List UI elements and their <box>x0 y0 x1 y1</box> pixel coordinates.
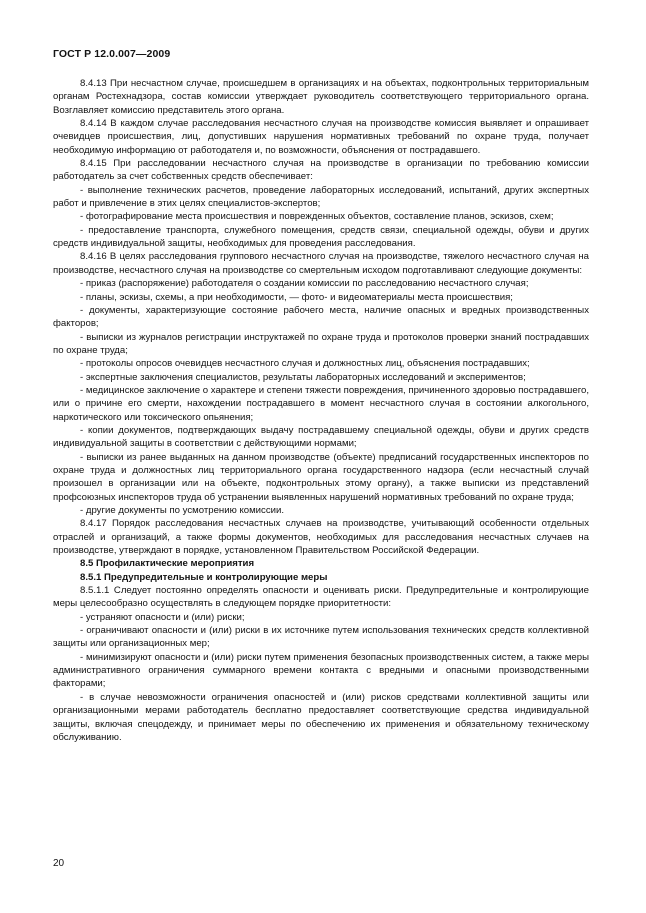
list-item: - документы, характеризующие состояние рабочего места, наличие опасных и вредных производственных факторов; <box>53 304 589 330</box>
list-item: - выписки из ранее выданных на данном производстве (объекте) предписаний государственных инспекторов по охране труда и должностных лиц территориального органа государственного надзора (если несчастный случай произошел в организации или на объекте, подконтрольных этому органу), а также выписки из представлений профсоюзных инспекторов труда об устранении выявленных нарушений нормативных требований по охране труда; <box>53 451 589 503</box>
list-item: - копии документов, подтверждающих выдачу пострадавшему специальной одежды, обуви и других средств индивидуальной защиты в соответствии с действующими нормами; <box>53 424 589 450</box>
list-item: - протоколы опросов очевидцев несчастного случая и должностных лиц, объяснения пострадавших; <box>80 358 530 370</box>
list-item: - предоставление транспорта, служебного помещения, средств связи, специальной одежды, обуви и других средств индивидуальной защиты, необходимых для проведения расследования. <box>53 224 589 250</box>
paragraph-8-4-13: 8.4.13 При несчастном случае, происшедшем в организациях и на объектах, подконтрольных территориальным органам Ростехнадзора, состав комиссии утверждает руководитель соответствующего территориального органа. Возглавляет комиссию представитель этого органа. <box>53 78 589 116</box>
list-item: - фотографирование места происшествия и поврежденных объектов, составление планов, эскизов, схем; <box>80 211 554 223</box>
list-item: - минимизируют опасности и (или) риски путем применения безопасных производственных систем, а также меры административного ограничения суммарного времени контакта с вредными и опасными производственными факторами; <box>53 651 589 690</box>
section-heading-8-5-1: 8.5.1 Предупредительные и контролирующие меры <box>80 571 328 583</box>
list-item: - медицинское заключение о характере и степени тяжести повреждения, причиненного здоровью пострадавшего, или о причине его смерти, нахождении пострадавшего в момент несчастного случая в состоянии алкогольного, наркотического или токсического опьянения; <box>53 384 589 423</box>
list-item: - ограничивают опасности и (или) риски в их источнике путем использования технических средств коллективной защиты или организационных мер; <box>53 625 589 650</box>
paragraph-8-4-15: 8.4.15 При расследовании несчастного случая на производстве в организации по требованию комиссии работодатель за счет собственных средств обеспечивает: <box>53 158 589 183</box>
list-item: - в случае невозможности ограничения опасностей и (или) рисков средствами коллективной защиты или организационными мерами работодатель бесплатно предоставляет соответствующие средства индивидуальной защиты, включая спецодежду, и принимает меры по обеспечению их применения и обязательному техническому обслуживанию. <box>53 691 589 743</box>
paragraph-8-4-17: 8.4.17 Порядок расследования несчастных случаев на производстве, учитывающий особенности отдельных отраслей и организаций, а также формы документов, необходимых для расследования несчастных случаев на производстве, утверждают в порядке, установленном Правительством Российской Федерации. <box>53 518 589 557</box>
paragraph-8-4-14: 8.4.14 В каждом случае расследования несчастного случая на производстве комиссия выявляет и опрашивает очевидцев происшествия, лиц, допустивших нарушения нормативных требований по охране труда, получает необходимую информацию от работодателя и, по возможности, объяснения от пострадавшего. <box>53 118 589 156</box>
list-item: - выписки из журналов регистрации инструктажей по охране труда и протоколов проверки знаний пострадавших по охране труда; <box>53 331 589 356</box>
list-item: - экспертные заключения специалистов, результаты лабораторных исследований и экспериментов; <box>80 371 526 383</box>
document-body <box>53 77 589 744</box>
list-item: - устраняют опасности и (или) риски; <box>80 611 245 623</box>
section-heading-8-5: 8.5 Профилактические мероприятия <box>80 558 255 570</box>
list-item: - приказ (распоряжение) работодателя о создании комиссии по расследованию несчастного случая; <box>80 278 529 290</box>
paragraph-8-4-16: 8.4.16 В целях расследования группового несчастного случая на производстве, тяжелого несчастного случая на производстве, несчастного случая на производстве со смертельным исходом подготавливают следующие документы: <box>53 251 589 276</box>
list-item: - другие документы по усмотрению комиссии. <box>80 505 285 516</box>
paragraph-8-5-1-1: 8.5.1.1 Следует постоянно определять опасности и оценивать риски. Предупредительные и контролирующие меры целесообразно осуществлять в следующем порядке приоритетности: <box>53 585 589 610</box>
document-header: ГОСТ Р 12.0.007—2009 <box>53 48 171 60</box>
page-number: 20 <box>53 858 65 869</box>
list-item: - выполнение технических расчетов, проведение лабораторных исследований, испытаний, других экспертных работ и привлечение в этих целях специалистов-экспертов; <box>53 184 589 210</box>
list-item: - планы, эскизы, схемы, а при необходимости, — фото- и видеоматериалы места происшествия; <box>80 291 513 303</box>
